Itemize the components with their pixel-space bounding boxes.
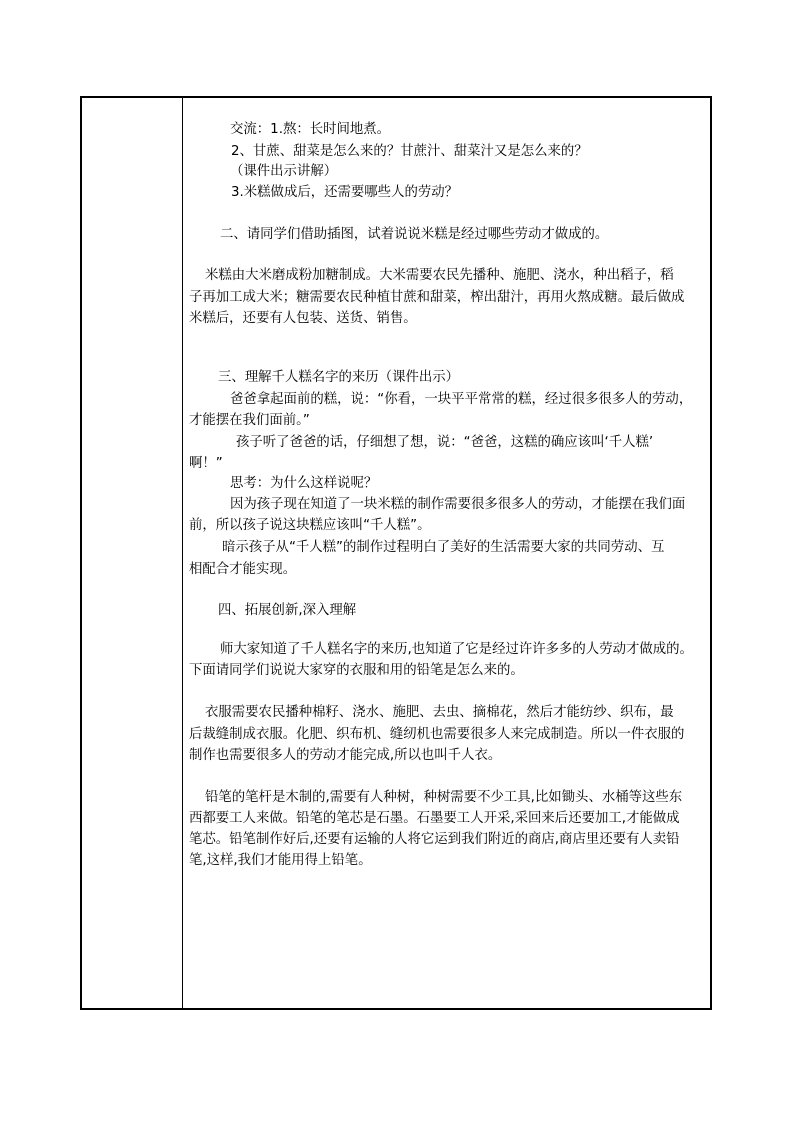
text-line: （课件出示讲解） [230,164,338,179]
text-line: 西都要工人来做。铅笔的笔芯是石墨。石墨要工人开采,采回来后还要加工,才能做成 [189,811,680,826]
text-line: 米糕后，还要有人包装、送货、销售。 [189,311,417,326]
text-line: 后裁缝制成衣服。化肥、织布机、缝纫机也需要很多人来完成制造。所以一件衣服的 [189,727,685,742]
text-line: 暗示孩子从“千人糕”的制作过程明白了美好的生活需要大家的共同劳动、互 [222,540,665,555]
text-line: 衣服需要农民播种棉籽、浇水、施肥、去虫、摘棉花，然后才能纺纱、织布，最 [205,705,674,720]
text-line: 下面请同学们说说大家穿的衣服和用的铅笔是怎么来的。 [189,663,524,678]
text-line: 2、甘蔗、甜菜是怎么来的？甘蔗汁、甜菜汁又是怎么来的？ [231,144,588,159]
text-line: 爸爸拿起面前的糕，说：“你看，一块平平常常的糕，经过很多很多人的劳动， [230,392,693,407]
text-line: 思考：为什么这样说呢？ [230,476,378,491]
text-line: 相配合才能实现。 [189,562,297,577]
text-line: 铅笔的笔杆是木制的,需要有人种树，种树需要不少工具,比如锄头、水桶等这些东 [205,790,683,805]
text-line: 师大家知道了千人糕名字的来历,也知道了它是经过许许多多的人劳动才做成的。 [220,642,693,657]
text-line: 前，所以孩子说这块糕应该叫“千人糕”。 [189,518,431,533]
text-line: 制作也需要很多人的劳动才能完成,所以也叫千人衣。 [189,748,502,763]
text-line: 才能摆在我们面前。” [189,413,310,428]
text-line: 笔,这样,我们才能用得上铅笔。 [189,853,372,868]
text-line: 啊！” [189,456,223,471]
section-heading: 四、拓展创新,深入理解 [218,603,357,618]
section-heading: 三、理解千人糕名字的来历（课件出示） [218,370,460,385]
text-line: 孩子听了爸爸的话，仔细想了想，说：“爸爸，这糕的确应该叫‘千人糕’ [236,435,654,450]
text-line: 笔芯。铅笔制作好后,还要有运输的人将它运到我们附近的商店,商店里还要有人卖铅 [189,832,680,847]
text-line: 3.米糕做成后，还需要哪些人的劳动？ [231,185,459,200]
text-line: 交流：1.熬：长时间地煮。 [230,122,391,137]
column-divider [182,98,183,1008]
text-line: 米糕由大米磨成粉加糖制成。大米需要农民先播种、施肥、浇水，种出稻子，稻 [205,268,674,283]
text-line: 因为孩子现在知道了一块米糕的制作需要很多很多人的劳动，才能摆在我们面 [230,497,686,512]
text-line: 子再加工成大米；糖需要农民种植甘蔗和甜菜，榨出甜汁，再用火熬成糖。最后做成 [189,290,685,305]
section-heading: 二、请同学们借助插图，试着说说米糕是经过哪些劳动才做成的。 [220,227,609,242]
